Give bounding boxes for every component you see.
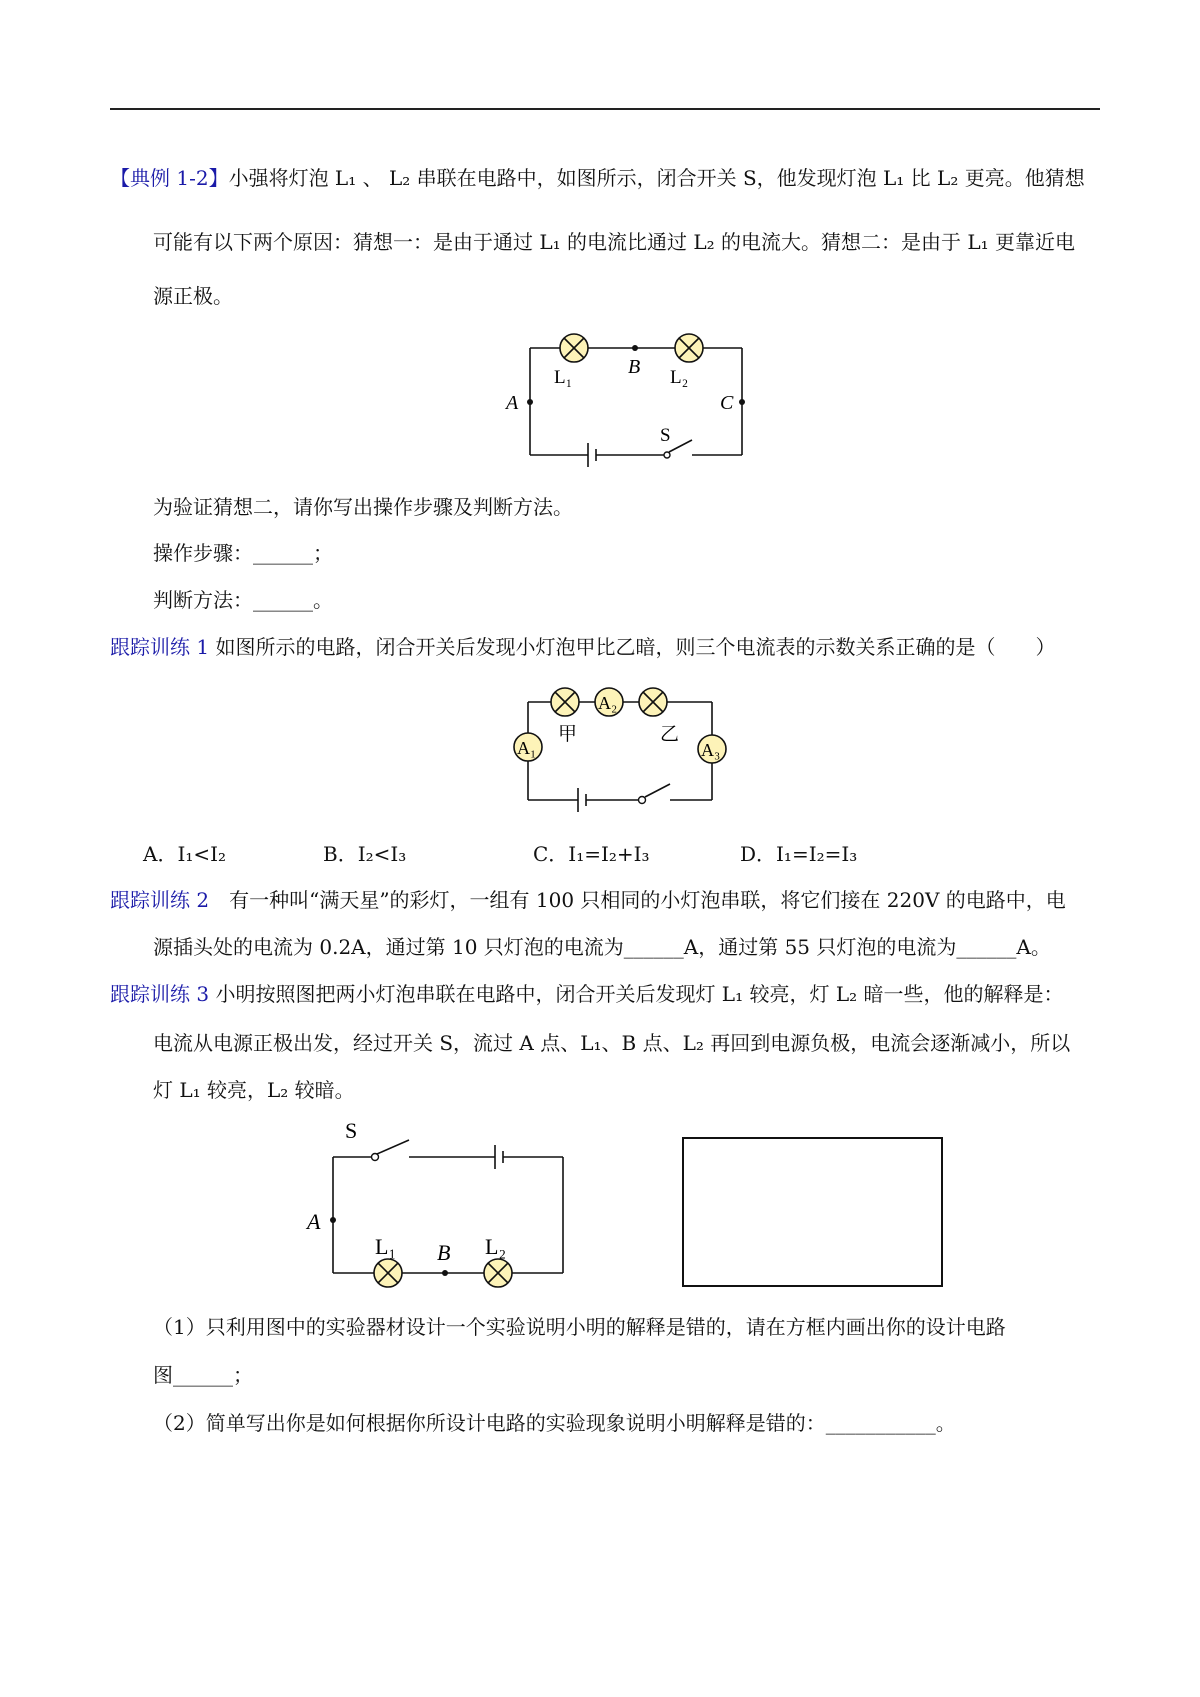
example-tag: 【典例 1-2】 [110,166,229,190]
training-3-tag: 跟踪训练 3 [110,982,210,1006]
training-1-text: 如图所示的电路，闭合开关后发现小灯泡甲比乙暗，则三个电流表的示数关系正确的是（ ） [215,635,1056,659]
bulb-yi-icon [639,688,667,716]
option-a[interactable]: A．I₁<I₂ [143,842,227,866]
training-2-line2: 源插头处的电流为 0.2A，通过第 10 只灯泡的电流为______A，通过第 55 只灯泡的电流为______A。 [153,935,1051,959]
answer-drawing-box[interactable] [682,1137,943,1287]
training-3-text: 小明按照图把两小灯泡串联在电路中，闭合开关后发现灯 L₁ 较亮，灯 L₂ 暗一些，他的解释是： [215,982,1064,1006]
label-a2: A₂ [598,693,618,713]
label-yi: 乙 [660,724,680,745]
label-b: B [437,1240,451,1265]
example-1-2-line2: 可能有以下两个原因：猜想一：是由于通过 L₁ 的电流比通过 L₂ 的电流大。猜想二：是由于 L₁ 更靠近电 [153,230,1076,254]
switch-pivot-icon [372,1154,379,1161]
option-b[interactable]: B．I₂<I₃ [323,842,407,866]
bulb-l2-icon [675,334,703,362]
label-l1: L₁ [375,1234,397,1259]
label-b: B [628,356,641,378]
label-a3: A₃ [701,740,721,760]
label-s: S [660,425,671,446]
bulb-l1-icon [374,1259,402,1287]
training-3-part2: （2）简单写出你是如何根据你所设计电路的实验现象说明小明解释是错的：___________。 [153,1411,956,1435]
example-text-1: 小强将灯泡 L₁ 、 L₂ 串联在电路中，如图所示，闭合开关 S，他发现灯泡 L₁ 比 L₂ 更亮。他猜想 [228,166,1085,190]
training-1-line [110,637,1055,657]
bulb-jia-icon [551,688,579,716]
switch-pivot-icon [664,452,670,458]
option-c[interactable]: C．I₁=I₂+I₃ [533,842,650,866]
label-a: A [307,1209,321,1234]
example-1-2-line1 [110,168,1085,188]
example-question: 为验证猜想二，请你写出操作步骤及判断方法。 [153,495,573,519]
training-3-part1-line2: 图______； [153,1363,253,1387]
label-l1: L₁ [554,367,573,388]
training-1-tag: 跟踪训练 1 [110,635,210,659]
circuit-diagram-2 [500,672,745,822]
label-jia: 甲 [558,724,578,745]
label-a: A [506,392,519,414]
example-1-2-line3: 源正极。 [153,284,233,308]
training-3-line1 [110,984,1063,1004]
bulb-l2-icon [484,1259,512,1287]
circuit-diagram-3 [305,1110,575,1295]
training-2-tag: 跟踪训练 2 [110,888,210,912]
option-d[interactable]: D．I₁=I₂=I₃ [740,842,858,866]
label-l2: L₂ [485,1234,507,1259]
switch-pivot-icon [639,797,646,804]
circuit-diagram-1 [500,328,760,473]
training-3-line3: 灯 L₁ 较亮，L₂ 较暗。 [153,1078,355,1102]
example-steps: 操作步骤：______； [153,541,333,565]
training-2-text: 有一种叫“满天星”的彩灯，一组有 100 只相同的小灯泡串联，将它们接在 220V 的电路中，电 [229,888,1066,912]
bulb-l1-icon [560,334,588,362]
label-l2: L₂ [670,367,689,388]
training-3-line2: 电流从电源正极出发，经过开关 S，流过 A 点、L₁、B 点、L₂ 再回到电源负极，电流会逐渐减小，所以 [153,1031,1071,1055]
training-2-line1 [110,890,1066,910]
label-c: C [720,392,734,414]
training-3-part1-line1: （1）只利用图中的实验器材设计一个实验说明小明的解释是错的，请在方框内画出你的设计电路 [153,1315,1006,1339]
header-rule [110,108,1100,110]
label-s: S [345,1118,358,1143]
example-method: 判断方法：______。 [153,588,333,612]
label-a1: A₁ [517,738,537,758]
